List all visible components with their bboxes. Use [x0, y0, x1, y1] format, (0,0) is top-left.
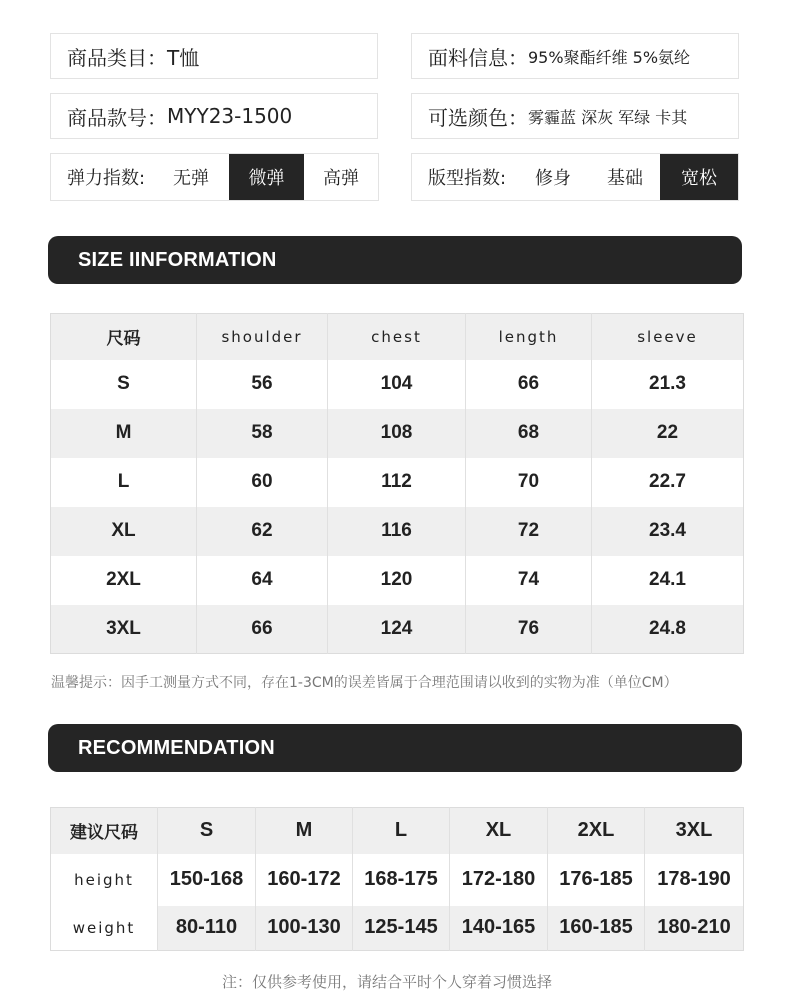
- fit-option-regular[interactable]: 基础: [607, 168, 643, 189]
- header-chest: chest: [328, 314, 466, 360]
- cell: 180-210: [645, 906, 744, 951]
- cell: 176-185: [548, 854, 645, 906]
- colors-value: 雾霾蓝 深灰 军绿 卡其: [528, 107, 688, 127]
- row-label-weight: weight: [51, 906, 158, 951]
- colors-box: [411, 93, 739, 139]
- category-label: 商品类目：: [67, 45, 167, 70]
- category-box: [50, 33, 378, 79]
- cell: 66: [466, 360, 592, 409]
- size-table: [50, 313, 744, 654]
- size-table-header: [51, 314, 744, 360]
- cell: 150-168: [158, 854, 256, 906]
- cell: 160-172: [256, 854, 353, 906]
- header-sleeve: sleeve: [592, 314, 744, 360]
- cell: 58: [197, 409, 328, 458]
- elasticity-option-high[interactable]: 高弹: [323, 168, 359, 189]
- cell: 100-130: [256, 906, 353, 951]
- cell: XL: [51, 507, 197, 556]
- header-xl: XL: [450, 808, 548, 854]
- elasticity-selector: [50, 153, 379, 201]
- cell: 116: [328, 507, 466, 556]
- cell: 21.3: [592, 360, 744, 409]
- cell: 140-165: [450, 906, 548, 951]
- cell: 60: [197, 458, 328, 507]
- cell: 64: [197, 556, 328, 605]
- table-row: [51, 360, 744, 409]
- cell: S: [117, 373, 130, 394]
- elasticity-option-none[interactable]: 无弹: [173, 168, 209, 189]
- table-row: [51, 906, 744, 951]
- table-row: [51, 854, 744, 906]
- recommend-note: 注：仅供参考使用，请结合平时个人穿着习惯选择: [222, 973, 553, 991]
- cell: 172-180: [450, 854, 548, 906]
- fabric-box: [411, 33, 739, 79]
- elasticity-label: 弹力指数:: [67, 168, 146, 189]
- cell: 70: [466, 458, 592, 507]
- table-row: [51, 409, 744, 458]
- fit-selector: [411, 153, 739, 201]
- header-shoulder: shoulder: [197, 314, 328, 360]
- header-length: length: [466, 314, 592, 360]
- cell: 62: [197, 507, 328, 556]
- row-label-height: height: [51, 854, 158, 906]
- header-l: L: [353, 808, 450, 854]
- cell: 120: [328, 556, 466, 605]
- cell: 66: [197, 605, 328, 654]
- model-value: MYY23-1500: [167, 104, 293, 128]
- header-2xl: 2XL: [548, 808, 645, 854]
- cell: 24.1: [592, 556, 744, 605]
- category-value: T恤: [167, 45, 200, 70]
- header-s: S: [158, 808, 256, 854]
- cell: 23.4: [592, 507, 744, 556]
- cell: 80-110: [158, 906, 256, 951]
- elasticity-option-slight[interactable]: 微弹: [229, 154, 304, 200]
- cell: 3XL: [51, 605, 197, 654]
- header-m: M: [256, 808, 353, 854]
- header-recommended-size: 建议尺码: [51, 808, 158, 854]
- cell: 22.7: [592, 458, 744, 507]
- cell: 178-190: [645, 854, 744, 906]
- cell: 22: [592, 409, 744, 458]
- cell: 125-145: [353, 906, 450, 951]
- model-label: 商品款号：: [67, 105, 167, 130]
- recommend-table: [50, 807, 744, 951]
- recommend-table-header: [51, 808, 744, 854]
- cell: 76: [466, 605, 592, 654]
- size-section-title: SIZE IINFORMATION: [48, 236, 742, 284]
- cell: 56: [197, 360, 328, 409]
- model-box: [50, 93, 378, 139]
- cell: 112: [328, 458, 466, 507]
- cell: L: [117, 471, 130, 492]
- colors-label: 可选颜色：: [428, 105, 528, 130]
- table-row: [51, 458, 744, 507]
- cell: 2XL: [106, 569, 141, 590]
- cell: 104: [328, 360, 466, 409]
- recommend-section-title: RECOMMENDATION: [48, 724, 742, 772]
- header-size: 尺码: [51, 314, 197, 360]
- cell: 124: [328, 605, 466, 654]
- cell: 108: [328, 409, 466, 458]
- fit-option-loose[interactable]: 宽松: [660, 154, 738, 200]
- cell: 24.8: [592, 605, 744, 654]
- cell: 72: [466, 507, 592, 556]
- fabric-value: 95%聚酯纤维 5%氨纶: [528, 47, 691, 67]
- fit-option-slim[interactable]: 修身: [535, 168, 571, 189]
- cell: 168-175: [353, 854, 450, 906]
- cell: 68: [466, 409, 592, 458]
- header-3xl: 3XL: [645, 808, 744, 854]
- table-row: [51, 507, 744, 556]
- cell: M: [51, 409, 197, 458]
- table-row: [51, 556, 744, 605]
- table-row: [51, 605, 744, 654]
- cell: 160-185: [548, 906, 645, 951]
- fabric-label: 面料信息：: [428, 45, 528, 70]
- measurement-note: 温馨提示：因手工测量方式不同，存在1-3CM的误差皆属于合理范围请以收到的实物为准（单位CM）: [51, 675, 678, 691]
- fit-label: 版型指数:: [428, 168, 507, 189]
- cell: 74: [466, 556, 592, 605]
